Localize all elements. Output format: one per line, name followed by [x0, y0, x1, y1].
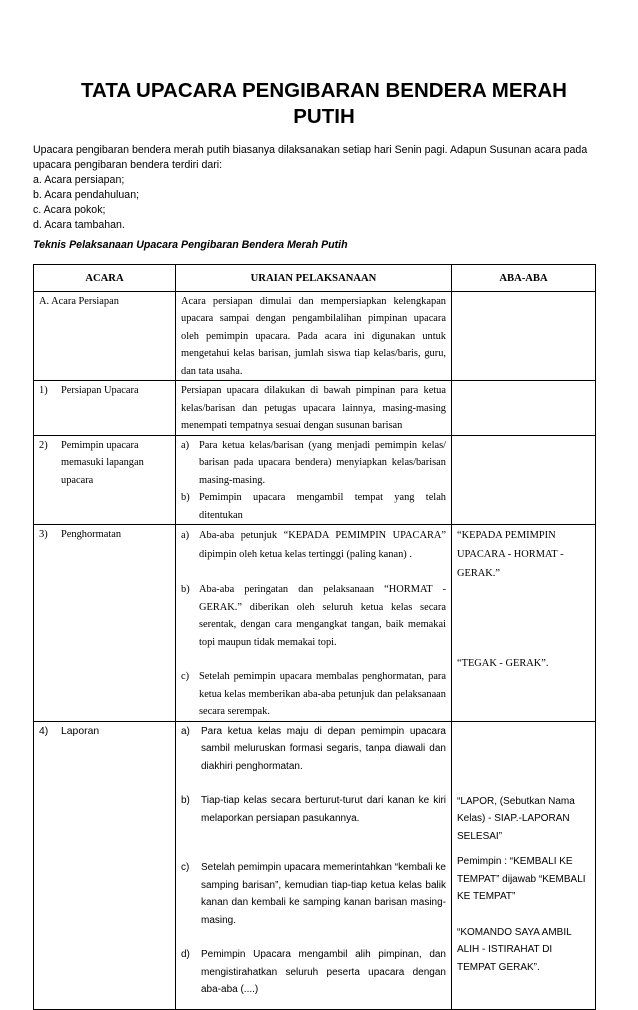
spacer: [181, 827, 446, 859]
table-row: [34, 721, 596, 1009]
cell-acara: [34, 381, 176, 436]
cell-uraian: [176, 525, 452, 722]
item-number: 4): [39, 725, 49, 737]
sub-item-label: a): [181, 725, 190, 737]
sub-item-text: Pemimpin upacara mengambil tempat yang telah ditentukan: [199, 492, 446, 521]
table-row: [34, 381, 596, 436]
intro-item: d. Acara tambahan.: [33, 219, 125, 231]
intro-item: c. Acara pokok;: [33, 204, 106, 216]
acara-label: Persiapan Upacara: [61, 385, 139, 396]
numbered-item: [39, 526, 170, 544]
item-number: 1): [39, 385, 48, 396]
sub-item-label: c): [181, 862, 190, 873]
cell-acara: [34, 525, 176, 722]
spacer: [457, 583, 590, 655]
cell-uraian: [176, 381, 452, 436]
sub-item-label: b): [181, 492, 190, 503]
acara-label: Pemimpin upacara memasuki lapangan upacara: [61, 439, 144, 486]
sub-item-label: b): [181, 584, 190, 595]
numbered-item: [39, 723, 170, 741]
sub-item: [181, 526, 446, 564]
spacer: [457, 723, 590, 793]
cell-uraian: [176, 291, 452, 381]
numbered-item: [39, 382, 170, 400]
spacer: [181, 929, 446, 946]
sub-item: [181, 723, 446, 776]
spacer: [457, 845, 590, 853]
sub-item-label: a): [181, 439, 190, 451]
sub-item-label: a): [181, 530, 190, 541]
sub-item: [181, 792, 446, 827]
table-header-row: [34, 265, 596, 292]
uraian-text: Acara persiapan dimulai dan mempersiapkan kelengkapan upacara sampai dengan pengambilalihan pimpinan upacara oleh pemimpin upacara. Pada acara ini digunakan untuk mengetahui kelas barisan, jumlah siswa tiap kelas/baris, guru, dan tata usaha.: [181, 295, 446, 377]
sub-item-label: c): [181, 671, 190, 682]
spacer: [181, 651, 446, 668]
sub-item: [181, 668, 446, 721]
header-uraian: URAIAN PELAKSANAAN: [176, 265, 452, 292]
section-subheading: Teknis Pelaksanaan Upacara Pengibaran Bendera Merah Putih: [33, 239, 348, 251]
sub-item: [181, 859, 446, 929]
uraian-text: Persiapan upacara dilakukan di bawah pimpinan para ketua kelas/barisan dan petugas upacara lainnya, masing-masing menempati tempatnya sesuai dengan susunan barisan: [181, 385, 446, 431]
cell-aba: [452, 381, 596, 436]
aba-command: “TEGAK - GERAK”.: [457, 658, 549, 669]
sub-item-text: Pemimpin Upacara mengambil alih pimpinan, dan mengistirahatkan seluruh peserta upacara dengan aba-aba (....): [201, 949, 446, 995]
intro-item: b. Acara pendahuluan;: [33, 189, 140, 201]
sub-item-text: Setelah pemimpin upacara memerintahkan “kembali ke samping barisan”, kemudian tiap-tiap ketua kelas balik kanan dan kembali ke samping kanan barisan masing-masing.: [201, 862, 446, 926]
sub-item-text: Aba-aba petunjuk “KEPADA PEMIMPIN UPACARA” dipimpin oleh ketua kelas tertinggi (paling kanan) .: [199, 530, 446, 560]
spacer: [181, 775, 446, 792]
cell-aba: [452, 291, 596, 381]
table-row: [34, 525, 596, 722]
spacer: [457, 906, 590, 924]
numbered-item: [39, 437, 170, 490]
cell-acara: [34, 435, 176, 525]
page-title: TATA UPACARA PENGIBARAN BENDERA MERAH PUTIH: [81, 79, 567, 128]
aba-command: Pemimpin : “KEMBALI KE TEMPAT” dijawab “KEMBALI KE TEMPAT”: [457, 856, 586, 902]
cell-acara: [34, 291, 176, 381]
cell-uraian: [176, 721, 452, 1009]
table-row: [34, 291, 596, 381]
cell-aba: [452, 435, 596, 525]
cell-uraian: [176, 435, 452, 525]
spacer: [181, 999, 446, 1009]
cell-aba: [452, 721, 596, 1009]
sub-item-text: Para ketua kelas/barisan (yang menjadi pemimpin kelas/ barisan pada upacara bendera) menyiapkan kelas/barisan masing-masing.: [199, 439, 446, 486]
cell-acara: [34, 721, 176, 1009]
ceremony-table: [33, 264, 596, 1010]
intro-item: a. Acara persiapan;: [33, 174, 125, 186]
intro-section: [33, 143, 608, 233]
header-aba: ABA-ABA: [452, 265, 596, 292]
sub-item: [181, 437, 446, 490]
sub-item-text: Setelah pemimpin upacara membalas penghormatan, para ketua kelas memberikan aba-aba petunjuk dan pelaksanaan secara serempak.: [199, 671, 446, 717]
item-number: 3): [39, 529, 48, 540]
acara-label: A. Acara Persiapan: [39, 295, 119, 307]
item-number: 2): [39, 439, 48, 451]
sub-item-text: Tiap-tiap kelas secara berturut-turut dari kanan ke kiri melaporkan persiapan pasukannya.: [201, 795, 446, 824]
acara-label: Penghormatan: [61, 529, 122, 540]
aba-command: “KEPADA PEMIMPIN UPACARA - HORMAT - GERAK.”: [457, 530, 564, 579]
aba-command: “LAPOR, (Sebutkan Nama Kelas) - SIAP.-LAPORAN SELESAI”: [457, 795, 575, 842]
sub-item-text: Aba-aba peringatan dan pelaksanaan “HORMAT - GERAK.” diberikan oleh seluruh ketua kelas secara serentak, dengan cara mengangkat tangan, baik memakai topi maupun tidak memakai topi.: [199, 584, 446, 648]
aba-command: “KOMANDO SAYA AMBIL ALIH - ISTIRAHAT DI TEMPAT GERAK”.: [457, 926, 572, 973]
acara-label: Laporan: [61, 725, 100, 737]
sub-item-label: b): [181, 795, 190, 806]
cell-aba: [452, 525, 596, 722]
intro-paragraph: Upacara pengibaran bendera merah putih biasanya dilaksanakan setiap hari Senin pagi. Adapun Susunan acara pada upacara pengibaran bendera terdiri dari:: [33, 144, 588, 171]
spacer: [181, 564, 446, 581]
sub-item-label: d): [181, 949, 190, 960]
sub-item: [181, 489, 446, 524]
table-row: [34, 435, 596, 525]
sub-item: [181, 946, 446, 999]
sub-item-text: Para ketua kelas maju di depan pemimpin upacara sambil meluruskan formasi segaris, tanpa diawali dan diakhiri penghormatan.: [201, 725, 446, 772]
sub-item: [181, 581, 446, 651]
header-acara: ACARA: [34, 265, 176, 292]
